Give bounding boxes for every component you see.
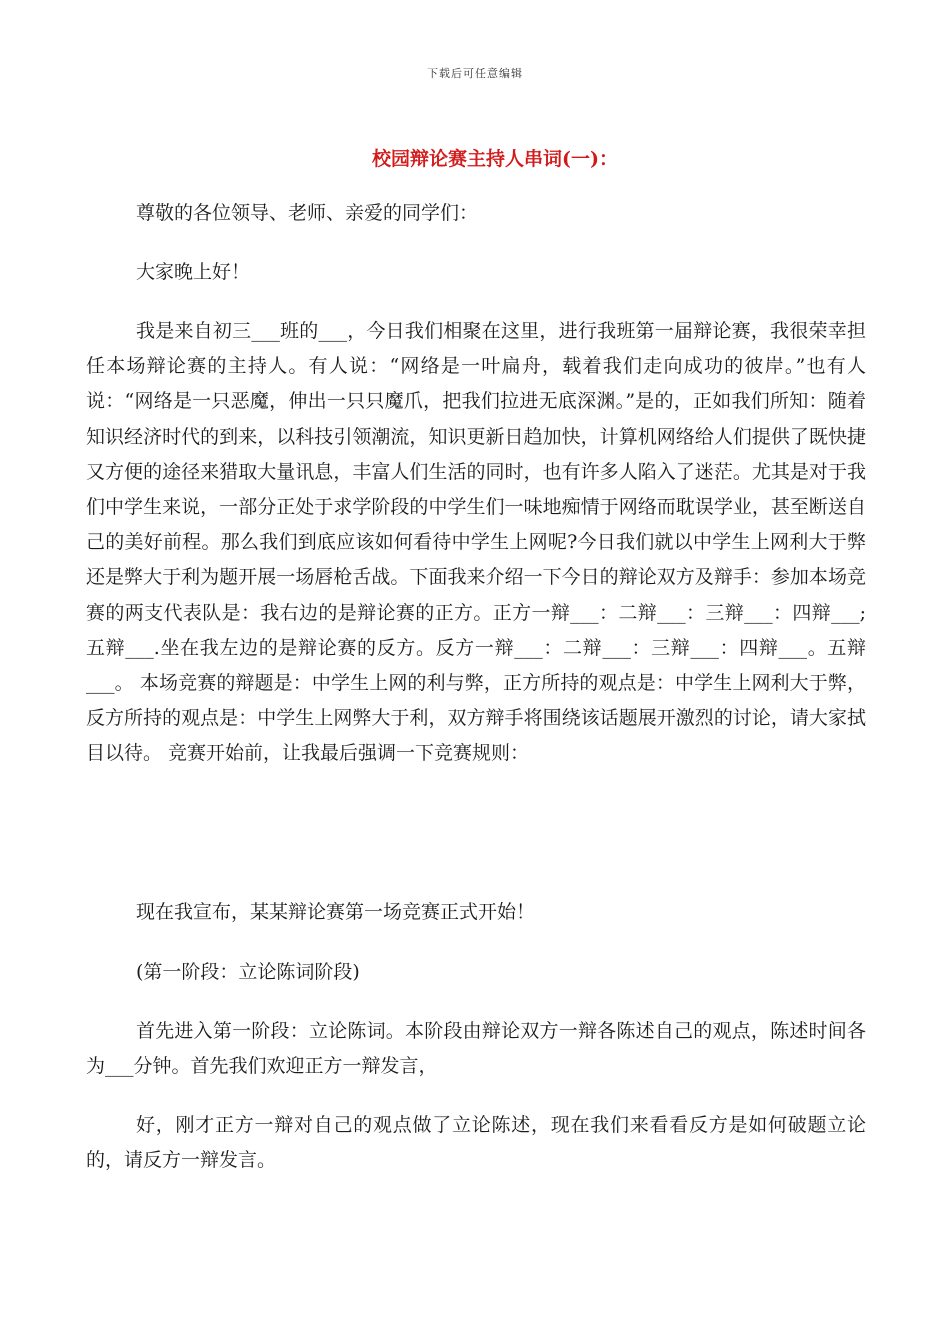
document-title: 校园辩论赛主持人串词(一)：: [372, 148, 618, 170]
paragraph-good-evening: 大家晚上好！: [136, 261, 251, 283]
paragraph-negative-first-speaker: 好，刚才正方一辩对自己的观点做了立论陈述，现在我们来看看反方是如何破题立论的，请反方一辩发言。: [86, 1114, 866, 1172]
paragraph-introduction: 我是来自初三___班的___，今日我们相聚在这里，进行我班第一届辩论赛，我很荣幸担任本场辩论赛的主持人。有人说：“网络是一叶扁舟，载着我们走向成功的彼岸。”也有人说：“网络是一只恶魔，伸出一只只魔爪，把我们拉进无底深渊。”是的，正如我们所知：随着知识经济时代的到来，以科技引领潮流，知识更新日趋加快，计算机网络给人们提供了既快捷又方便的途径来猎取大量讯息，丰富人们生活的同时，也有许多人陷入了迷茫。尤其是对于我们中学生来说，一部分正处于求学阶段的中学生们一味地痴情于网络而耽误学业，甚至断送自己的美好前程。那么我们到底应该如何看待中学生上网呢?今日我们就以中学生上网利大于弊还是弊大于利为题开展一场唇枪舌战。下面我来介绍一下今日的辩论双方及辩手：参加本场竞赛的两支代表队是：我右边的是辩论赛的正方。正方一辩___：二辩___：三辩___：四辩___;五辩___.坐在我左边的是辩论赛的反方。反方一辩___：二辩___：三辩___：四辩___。五辩___。 本场竞赛的辩题是：中学生上网的利与弊，正方所持的观点是：中学生上网利大于弊，反方所持的观点是：中学生上网弊大于利，双方辩手将围绕该话题展开激烈的讨论，请大家拭目以待。 竞赛开始前，让我最后强调一下竞赛规则：: [86, 320, 866, 765]
paragraph-announcement: 现在我宣布，某某辩论赛第一场竞赛正式开始！: [136, 901, 536, 923]
paragraph-stage-one-intro: 首先进入第一阶段：立论陈词。本阶段由辩论双方一辩各陈述自己的观点，陈述时间各为___分钟。首先我们欢迎正方一辩发言，: [86, 1020, 866, 1078]
paragraph-stage-one-heading: (第一阶段：立论陈词阶段): [136, 961, 360, 983]
paragraph-greeting-audience: 尊敬的各位领导、老师、亲爱的同学们：: [136, 202, 479, 224]
header-note: 下载后可任意编辑: [427, 67, 523, 80]
